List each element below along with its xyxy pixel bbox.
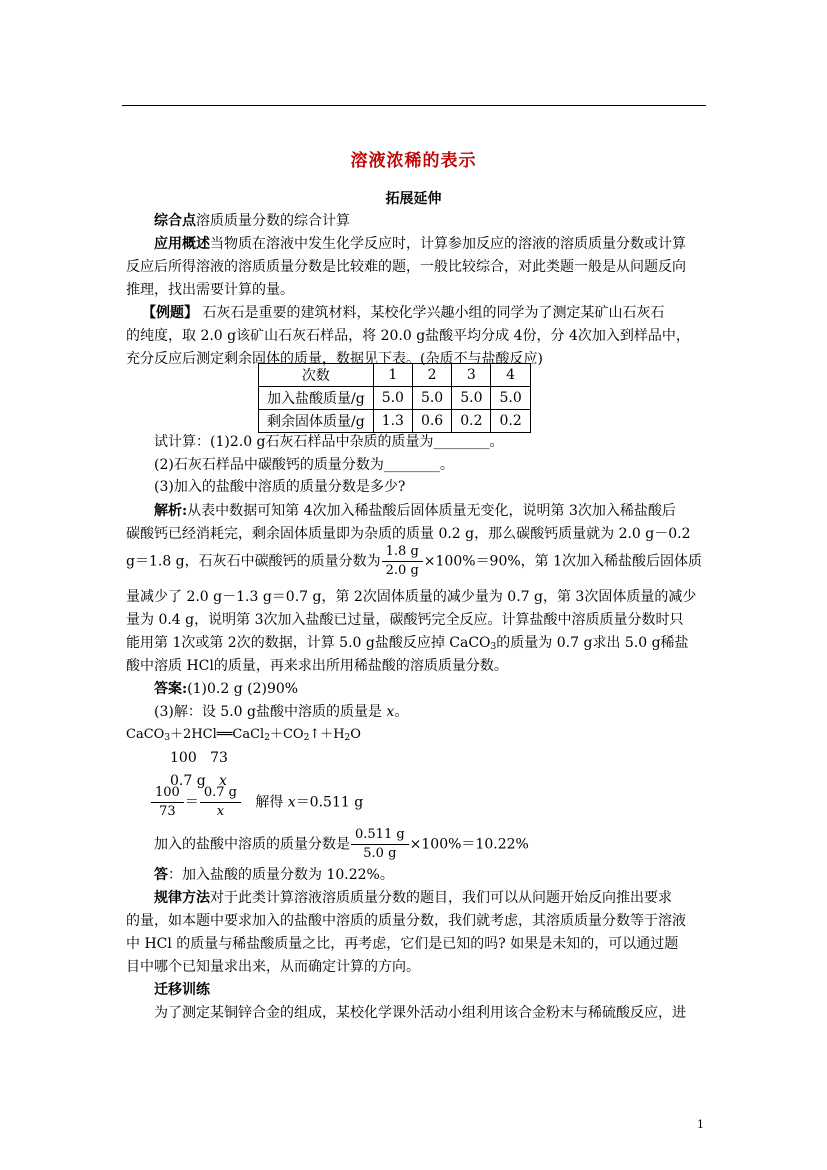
overview-line-3: 推理，找出需要计算的量。 (126, 282, 294, 298)
transfer-label: 迁移训练 (154, 982, 210, 998)
example-label: 【例题】 (142, 305, 198, 321)
table-header-cell: 2 (412, 364, 451, 387)
subscript: 2 (344, 733, 351, 743)
fraction-ratio-left (151, 785, 184, 820)
analysis-text-3b: ×100%＝90%，第 1次加入稀盐酸后固体质 (423, 553, 703, 570)
data-table (258, 363, 531, 433)
table-header-cell: 4 (491, 364, 530, 387)
table-cell: 5.0 (452, 387, 491, 410)
fraction-hcl-percent (351, 827, 409, 862)
fraction-ratio-right (200, 785, 241, 820)
table-cell: 5.0 (373, 387, 412, 410)
table-cell: 加入盐酸质量/g (259, 387, 374, 410)
analysis-line-2: 碳酸钙已经消耗完，剩余固体质量即为杂质的质量 0.2 g，那么碳酸钙质量就为 2.0 g－0.2 (126, 526, 691, 542)
analysis-text-3a: g＝1.8 g，石灰石中碳酸钙的质量分数为 (126, 553, 381, 570)
analysis-line-7: 酸中溶质 HCl的质量，再来求出所用稀盐酸的溶质质量分数。 (126, 658, 508, 674)
molar-mass-line: 100 73 (170, 750, 228, 766)
table-row (259, 364, 531, 387)
fraction-denominator: 73 (159, 804, 176, 819)
page-number: 1 (697, 1118, 704, 1131)
fraction-caco3-purity (382, 544, 423, 579)
table-cell: 0.6 (412, 410, 451, 433)
fraction-denominator: 5.0 g (363, 846, 397, 861)
chemical-equation (126, 726, 361, 747)
point-label: 综合点 (154, 213, 196, 229)
table-cell: 0.2 (452, 410, 491, 433)
subscript: 3 (490, 642, 497, 652)
table-row (259, 410, 531, 433)
table-header-cell: 3 (452, 364, 491, 387)
overview-line-2: 反应后所得溶液的溶质质量分数是比较难的题，一般比较综合，对此类题一般是从问题反向 (126, 259, 686, 275)
header-rule (122, 105, 706, 106)
example-line-3: 充分反应后测定剩余固体的质量，数据见下表。(杂质不与盐酸反应) (126, 351, 543, 367)
eq-part: ＋CO (269, 727, 304, 742)
point-text: 溶质质量分数的综合计算 (196, 213, 350, 229)
analysis-line-3 (126, 544, 702, 579)
table-cell: 剩余固体质量/g (259, 410, 374, 433)
subscript: 2 (303, 733, 310, 743)
analysis-text-6a: 能用第 1次或第 2次的数据，计算 5.0 g盐酸反应掉 CaCO (126, 635, 491, 651)
table-cell: 1.3 (373, 410, 412, 433)
example-line-2: 的纯度，取 2.0 g该矿山石灰石样品，将 20.0 g盐酸平均分成 4份，分 4次加入到样品中， (126, 328, 690, 344)
method-text-1: 对于此类计算溶液溶质质量分数的题目，我们可以从问题开始反向推出要求 (210, 890, 672, 906)
equals-sign: ＝ (184, 794, 199, 811)
question-3: (3)加入的盐酸中溶质的质量分数是多少? (154, 479, 406, 495)
final-answer-line (154, 866, 394, 884)
analysis-label: 解析: (154, 503, 188, 519)
fraction-numerator: 0.511 g (351, 827, 409, 845)
solution-intro-end: 。 (394, 704, 409, 720)
method-line-1 (154, 889, 672, 907)
table-header-cell: 1 (373, 364, 412, 387)
example-line-1 (142, 304, 664, 322)
analysis-line-4: 量减少了 2.0 g－1.3 g＝0.7 g，第 2次固体质量的减少量为 0.7 g，第 3次固体质量的减少 (126, 589, 697, 605)
overview-label: 应用概述 (154, 236, 210, 252)
fraction-result-value: ×100%＝10.22% (409, 836, 529, 853)
variable-x: x (386, 704, 395, 720)
point-line (154, 212, 350, 230)
page-title: 溶液浓稀的表示 (350, 151, 477, 171)
example-text-1: 石灰石是重要的建筑材料，某校化学兴趣小组的同学为了测定某矿山石灰石 (202, 305, 665, 321)
table-cell: 5.0 (491, 387, 530, 410)
final-answer-text: ：加入盐酸的质量分数为 10.22%。 (168, 867, 394, 883)
fraction-denominator: 2.0 g (385, 563, 419, 578)
solve-text: 解得 (255, 794, 288, 811)
overview-text-1: 当物质在溶液中发生化学反应时，计算参加反应的溶液的溶质质量分数或计算 (210, 236, 686, 252)
variable-x: x (219, 773, 227, 789)
fraction-numerator: 0.7 g (200, 785, 241, 803)
table-cell: 5.0 (412, 387, 451, 410)
eq-part: CaCO (126, 727, 165, 742)
analysis-line-1 (154, 502, 676, 520)
answer-text: (1)0.2 g (2)90% (187, 681, 299, 697)
section-subtitle: 拓展延伸 (385, 191, 442, 207)
fraction-result-text: 加入的盐酸中溶质的质量分数是 (154, 836, 350, 853)
solution-intro (154, 703, 408, 721)
subscript: 3 (164, 733, 171, 743)
eq-part: ＋2HCl══CaCl (170, 727, 265, 742)
solve-result: ＝0.511 g (295, 794, 364, 811)
subscript: 2 (264, 733, 270, 743)
question-2: (2)石灰石样品中碳酸钙的质量分数为________。 (154, 457, 454, 473)
analysis-text-1: 从表中数据可知第 4次加入稀盐酸后固体质量无变化，说明第 3次加入稀盐酸后 (187, 503, 676, 519)
variable-x: x (287, 794, 296, 811)
table-cell: 0.2 (491, 410, 530, 433)
analysis-line-5: 量为 0.4 g，说明第 3次加入盐酸已过量，碳酸钙完全反应。计算盐酸中溶质质量分数时只 (126, 612, 684, 628)
ratio-line (150, 785, 363, 820)
table-row (259, 387, 531, 410)
eq-part: ↑＋H (309, 727, 345, 742)
analysis-text-6b: 的质量为 0.7 g求出 5.0 g稀盐 (496, 635, 689, 651)
transfer-line-1: 为了测定某铜锌合金的组成，某校化学课外活动小组利用该合金粉末与稀硫酸反应，进 (154, 1005, 686, 1021)
method-line-2: 的量，如本题中要求加入的盐酸中溶质的质量分数，我们就考虑，其溶质质量分数等于溶液 (126, 913, 686, 929)
method-line-3: 中 HCl 的质量与稀盐酸质量之比，再考虑，它们是已知的吗? 如果是未知的，可以通过题 (126, 936, 679, 952)
method-line-4: 目中哪个已知量求出来，从而确定计算的方向。 (126, 959, 420, 975)
analysis-line-6 (126, 634, 689, 656)
table-header-cell: 次数 (259, 364, 374, 387)
answer-label: 答案: (154, 681, 188, 697)
fraction-denominator: x (216, 804, 225, 819)
final-answer-label: 答 (154, 867, 168, 883)
method-label: 规律方法 (154, 890, 210, 906)
answer-line (154, 680, 298, 698)
fraction-numerator: 1.8 g (382, 544, 423, 562)
overview-line-1 (154, 235, 686, 253)
question-1: 试计算：(1)2.0 g石灰石样品中杂质的质量为________。 (154, 434, 504, 450)
solution-intro-text: (3)解：设 5.0 g盐酸中溶质的质量是 (154, 704, 387, 720)
fraction-result-line (154, 827, 529, 862)
given-mass: 0.7 g (170, 773, 220, 789)
eq-part: O (350, 727, 361, 742)
fraction-numerator: 100 (151, 785, 184, 803)
